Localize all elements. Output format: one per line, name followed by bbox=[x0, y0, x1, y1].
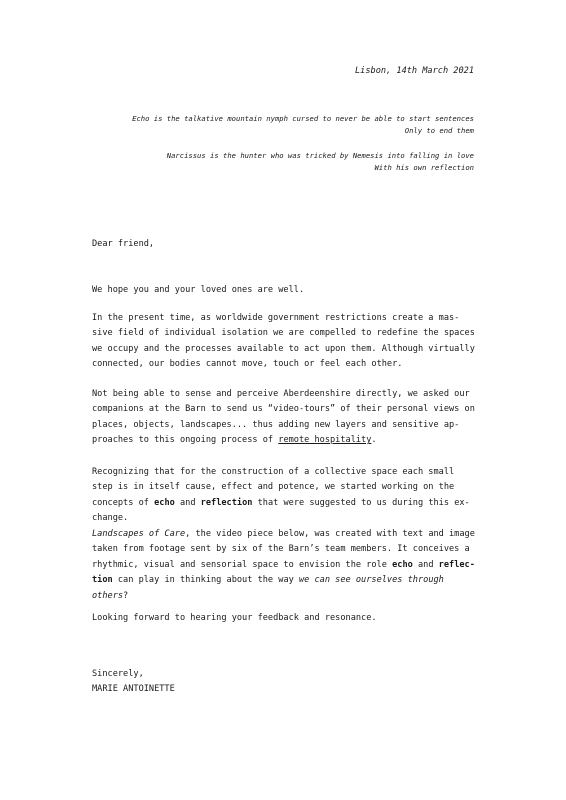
text-line: step is in itself cause, effect and potence, we started working on the bbox=[92, 482, 455, 493]
paragraph-isolation bbox=[92, 311, 482, 373]
text-line: sive field of individual isolation we are compelled to redefine the spaces bbox=[92, 328, 475, 339]
bold-term-echo: echo bbox=[154, 497, 175, 508]
text-line: places, objects, landscapes... thus adding new layers and sensitive ap- bbox=[92, 419, 460, 430]
text-run: concepts of bbox=[92, 497, 155, 508]
text-line bbox=[92, 527, 482, 542]
bold-term-reflection-end: tion bbox=[92, 575, 113, 586]
text-line: Not being able to sense and perceive Aberdeenshire directly, we asked our bbox=[92, 389, 470, 399]
text-run: . bbox=[371, 435, 377, 446]
epigraph-line: With his own reflection bbox=[374, 163, 474, 172]
text-line: we occupy and the processes available to act upon them. Although virtually bbox=[92, 343, 475, 354]
paragraph-video-tours bbox=[92, 387, 482, 449]
place-date: Lisbon, 14th March 2021 bbox=[355, 66, 474, 76]
text-run: proaches to this ongoing process of bbox=[92, 435, 279, 446]
italic-phrase: others bbox=[92, 590, 124, 601]
paragraph-feedback: Looking forward to hearing your feedback and resonance. bbox=[92, 613, 377, 623]
text-run: ? bbox=[123, 590, 129, 601]
epigraph-line: Echo is the talkative mountain nymph cursed to never be able to start sentences bbox=[132, 114, 474, 123]
text-run: , the video piece below, was created with text and image bbox=[185, 529, 475, 539]
epigraph-narcissus bbox=[167, 150, 474, 174]
remote-hospitality-link[interactable]: remote hospitality bbox=[278, 435, 372, 446]
video-title: Landscapes of Care bbox=[92, 529, 186, 539]
bold-term-reflection: reflec- bbox=[438, 559, 475, 570]
text-line bbox=[92, 573, 482, 588]
salutation: Dear friend, bbox=[92, 239, 155, 249]
italic-phrase: we can see ourselves through bbox=[298, 575, 444, 586]
paragraph-greeting: We hope you and your loved ones are well. bbox=[92, 285, 305, 295]
text-line: In the present time, as worldwide government restrictions create a mas- bbox=[92, 313, 460, 323]
text-line: companions at the Barn to send us “video-tours” of their personal views on bbox=[92, 404, 475, 415]
text-run: rhythmic, visual and sensorial space to envision the role bbox=[92, 559, 393, 570]
text-run: and bbox=[412, 559, 439, 570]
text-run: and bbox=[174, 497, 201, 508]
text-line bbox=[92, 433, 482, 448]
text-line bbox=[92, 496, 482, 511]
text-line: connected, our bodies cannot move, touch or feel each other. bbox=[92, 359, 403, 370]
bold-term-reflection: reflection bbox=[200, 497, 253, 508]
epigraph-line: Only to end them bbox=[404, 126, 474, 135]
epigraph-echo bbox=[132, 113, 474, 137]
text-line: Recognizing that for the construction of a collective space each small bbox=[92, 467, 455, 477]
text-run: that were suggested to us during this ex- bbox=[252, 497, 470, 508]
text-line bbox=[92, 589, 482, 604]
text-line: change. bbox=[92, 513, 129, 524]
paragraph-concepts bbox=[92, 465, 482, 527]
paragraph-landscapes bbox=[92, 527, 482, 604]
text-run: can play in thinking about the way bbox=[112, 575, 299, 586]
text-line bbox=[92, 558, 482, 573]
text-line: taken from footage sent by six of the Barn’s team members. It conceives a bbox=[92, 544, 470, 555]
epigraph-line: Narcissus is the hunter who was tricked by Nemesis into falling in love bbox=[166, 151, 474, 160]
signature: MARIE ANTOINETTE bbox=[92, 684, 175, 694]
bold-term-echo: echo bbox=[392, 559, 413, 570]
closing: Sincerely, bbox=[92, 669, 144, 679]
